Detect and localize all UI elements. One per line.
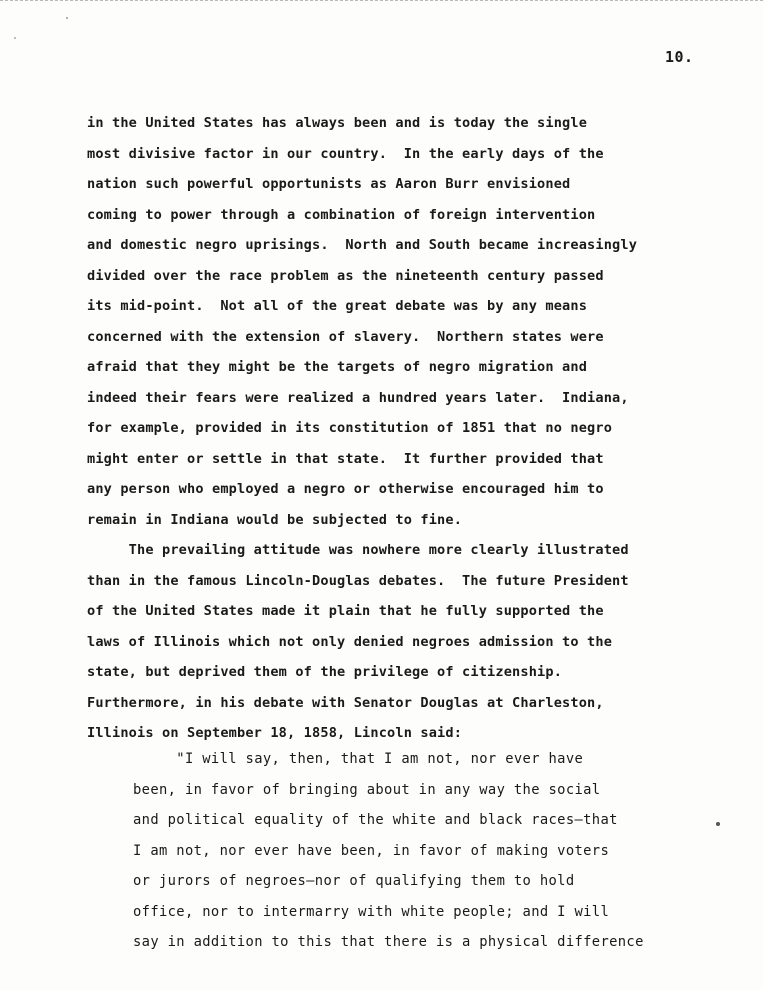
quote-line: been, in favor of bringing about in any way the social — [133, 781, 601, 798]
body-line: might enter or settle in that state. It further provided that — [87, 450, 604, 467]
page-top-edge — [0, 0, 763, 1]
quote-line: or jurors of negroes—nor of qualifying them to hold — [133, 873, 575, 889]
body-line: most divisive factor in our country. In the early days of the — [87, 145, 604, 162]
body-line: laws of Illinois which not only denied negroes admission to the — [87, 633, 613, 650]
body-text — [87, 108, 727, 749]
quote-line: I am not, nor ever have been, in favor of making voters — [133, 842, 610, 859]
body-line: coming to power through a combination of foreign intervention — [87, 206, 596, 223]
body-line: and domestic negro uprisings. North and South became increasingly — [87, 237, 638, 253]
body-line: divided over the race problem as the nineteenth century passed — [87, 267, 604, 284]
block-quote — [133, 744, 733, 958]
body-line: nation such powerful opportunists as Aaron Burr envisioned — [87, 176, 571, 192]
body-line: its mid-point. Not all of the great debate was by any means — [87, 298, 588, 314]
quote-line: and political equality of the white and black races—that — [133, 812, 618, 828]
body-line: in the United States has always been and is today the single — [87, 115, 588, 131]
body-line: any person who employed a negro or otherwise encouraged him to — [87, 481, 604, 497]
body-line: remain in Indiana would be subjected to fine. — [87, 511, 463, 528]
body-line: Illinois on September 18, 1858, Lincoln said: — [87, 725, 463, 741]
body-line: The prevailing attitude was nowhere more clearly illustrated — [87, 542, 629, 558]
scan-speck — [14, 37, 16, 39]
quote-line: "I will say, then, that I am not, nor ever have — [133, 751, 584, 767]
body-line: state, but deprived them of the privilege of citizenship. — [87, 664, 563, 680]
body-line: Furthermore, in his debate with Senator Douglas at Charleston, — [87, 694, 604, 711]
body-line: for example, provided in its constitution of 1851 that no negro — [87, 420, 613, 436]
body-line: afraid that they might be the targets of negro migration and — [87, 359, 588, 375]
quote-line: office, nor to intermarry with white people; and I will — [133, 903, 610, 920]
body-line: indeed their fears were realized a hundred years later. Indiana, — [87, 389, 629, 406]
body-line: concerned with the extension of slavery. Northern states were — [87, 328, 604, 345]
scan-speck — [716, 822, 720, 826]
scan-speck — [66, 17, 68, 19]
body-line: of the United States made it plain that he fully supported the — [87, 603, 604, 619]
page-number: 10. — [665, 48, 694, 66]
body-line: than in the famous Lincoln-Douglas debates. The future President — [87, 572, 629, 589]
quote-line: say in addition to this that there is a physical difference — [133, 934, 644, 950]
